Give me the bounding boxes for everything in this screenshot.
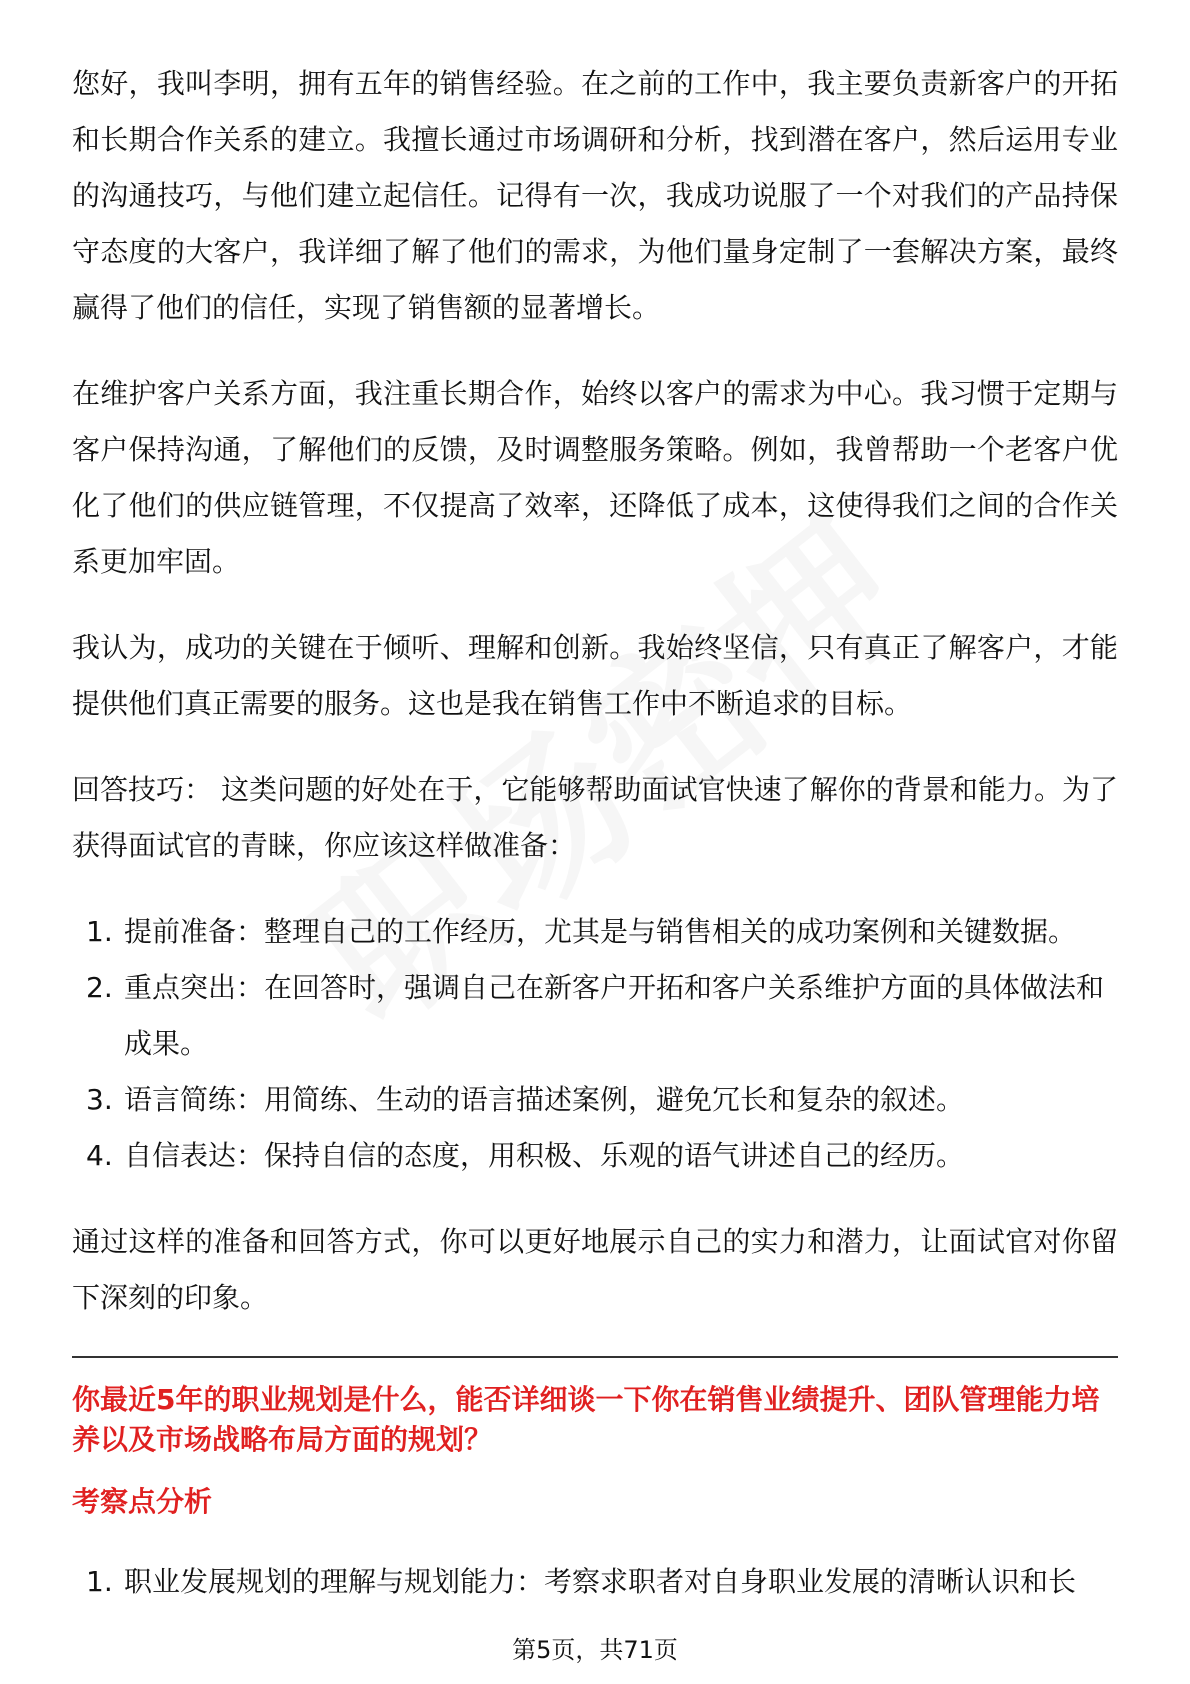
list-item-text: 语言简练：用简练、生动的语言描述案例，避免冗长和复杂的叙述。 <box>124 1083 965 1116</box>
list-item <box>72 1554 1118 1610</box>
closing-paragraph: 通过这样的准备和回答方式，你可以更好地展示自己的实力和潜力，让面试官对你留下深刻的印象。 <box>72 1225 1118 1314</box>
list-item-number: 4. <box>86 1139 113 1172</box>
answer-paragraph-1: 您好，我叫李明，拥有五年的销售经验。在之前的工作中，我主要负责新客户的开拓和长期合作关系的建立。我擅长通过市场调研和分析，找到潜在客户，然后运用专业的沟通技巧，与他们建立起信任。记得有一次，我成功说服了一个对我们的产品持保守态度的大客户，我详细了解了他们的需求，为他们量身定制了一套解决方案，最终赢得了他们的信任，实现了销售额的显著增长。 <box>72 67 1118 324</box>
analysis-heading: 考察点分析 <box>72 1485 213 1518</box>
list-item <box>72 960 1118 1072</box>
list-item-text: 自信表达：保持自信的态度，用积极、乐观的语气讲述自己的经历。 <box>124 1139 965 1172</box>
document-page <box>72 56 1118 1640</box>
list-item <box>72 1072 1118 1128</box>
list-item-number: 1. <box>86 915 113 948</box>
answer-paragraph-2: 在维护客户关系方面，我注重长期合作，始终以客户的需求为中心。我习惯于定期与客户保持沟通，了解他们的反馈，及时调整服务策略。例如，我曾帮助一个老客户优化了他们的供应链管理，不仅提高了效率，还降低了成本，这使得我们之间的合作关系更加牢固。 <box>72 377 1118 578</box>
tips-intro-paragraph: 回答技巧： 这类问题的好处在于，它能够帮助面试官快速了解你的背景和能力。为了获得面试官的青睐，你应该这样做准备： <box>72 773 1118 862</box>
interview-question: 你最近5年的职业规划是什么，能否详细谈一下你在销售业绩提升、团队管理能力培养以及市场战略布局方面的规划？ <box>72 1383 1100 1456</box>
list-item-text: 职业发展规划的理解与规划能力：考察求职者对自身职业发展的清晰认识和长 <box>124 1565 1077 1598</box>
analysis-list <box>72 1554 1118 1610</box>
list-item <box>72 1128 1118 1184</box>
list-item-number: 3. <box>86 1083 113 1116</box>
section-divider <box>72 1356 1118 1358</box>
list-item-text: 重点突出：在回答时，强调自己在新客户开拓和客户关系维护方面的具体做法和成果。 <box>124 971 1105 1060</box>
answer-paragraph-3: 我认为，成功的关键在于倾听、理解和创新。我始终坚信，只有真正了解客户，才能提供他们真正需要的服务。这也是我在销售工作中不断追求的目标。 <box>72 631 1118 720</box>
list-item-number: 1. <box>86 1565 113 1598</box>
page-number: 第5页，共71页 <box>512 1636 678 1664</box>
tips-list <box>72 904 1118 1184</box>
list-item-text: 提前准备：整理自己的工作经历，尤其是与销售相关的成功案例和关键数据。 <box>124 915 1077 948</box>
list-item <box>72 904 1118 960</box>
list-item-number: 2. <box>86 971 113 1004</box>
